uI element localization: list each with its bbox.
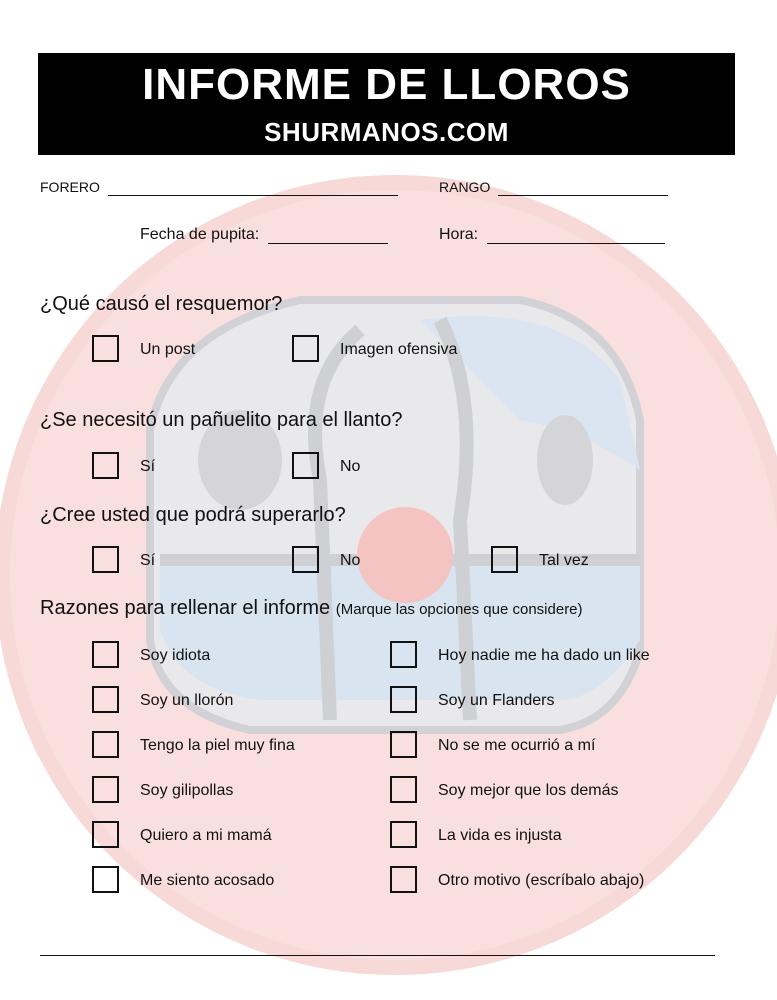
checkbox[interactable] <box>92 686 119 713</box>
site-name: SHURMANOS.COM <box>264 117 509 147</box>
option-label: Un post <box>140 341 196 358</box>
checkbox[interactable] <box>390 776 417 803</box>
option-label: Tengo la piel muy fina <box>140 737 295 754</box>
rango-label: RANGO <box>439 179 491 195</box>
option-label: Hoy nadie me ha dado un like <box>438 647 650 664</box>
checkbox[interactable] <box>390 821 417 848</box>
question-panuelito: ¿Se necesitó un pañuelito para el llanto? <box>40 409 403 431</box>
option-label: Quiero a mi mamá <box>140 827 272 844</box>
checkbox[interactable] <box>92 776 119 803</box>
fecha-label: Fecha de pupita: <box>140 226 260 243</box>
checkbox[interactable] <box>92 866 119 893</box>
option-label: No <box>340 552 361 569</box>
option-label: Soy un Flanders <box>438 692 555 709</box>
rango-input-line[interactable] <box>498 180 668 196</box>
option-label: No se me ocurrió a mí <box>438 737 596 754</box>
checkbox[interactable] <box>92 641 119 668</box>
checkbox[interactable] <box>390 641 417 668</box>
forero-label: FORERO <box>40 179 100 195</box>
fecha-field[interactable] <box>140 226 388 244</box>
checkbox[interactable] <box>491 546 518 573</box>
option-label: Otro motivo (escríbalo abajo) <box>438 872 645 889</box>
write-in-line[interactable] <box>40 955 715 956</box>
checkbox[interactable] <box>390 686 417 713</box>
hora-field[interactable] <box>439 226 665 244</box>
form-title: INFORME DE LLOROS <box>142 60 631 109</box>
checkbox[interactable] <box>92 452 119 479</box>
question-razones-text: Razones para rellenar el informe <box>40 597 331 619</box>
option-label: Soy un llorón <box>140 692 234 709</box>
rango-field[interactable] <box>439 178 668 196</box>
header-banner <box>38 53 735 155</box>
forero-input-line[interactable] <box>108 180 398 196</box>
option-label: Sí <box>140 552 156 569</box>
option-label: Soy gilipollas <box>140 782 234 799</box>
checkbox[interactable] <box>390 731 417 758</box>
question-razones-hint: (Marque las opciones que considere) <box>335 601 583 618</box>
checkbox[interactable] <box>292 546 319 573</box>
option-label: Sí <box>140 458 156 475</box>
checkbox[interactable] <box>390 866 417 893</box>
forero-field[interactable] <box>40 178 398 196</box>
checkbox[interactable] <box>92 821 119 848</box>
checkbox[interactable] <box>292 452 319 479</box>
fecha-input-line[interactable] <box>268 228 388 244</box>
checkbox[interactable] <box>92 546 119 573</box>
question-superarlo: ¿Cree usted que podrá superarlo? <box>40 504 346 526</box>
hora-input-line[interactable] <box>487 228 665 244</box>
question-cause: ¿Qué causó el resquemor? <box>40 293 283 315</box>
option-label: Soy mejor que los demás <box>438 782 619 799</box>
option-label: Imagen ofensiva <box>340 341 458 358</box>
hora-label: Hora: <box>439 226 479 243</box>
checkbox[interactable] <box>292 335 319 362</box>
option-label: Tal vez <box>539 552 589 569</box>
option-label: Me siento acosado <box>140 872 275 889</box>
checkbox[interactable] <box>92 335 119 362</box>
option-label: No <box>340 458 361 475</box>
option-label: La vida es injusta <box>438 827 562 844</box>
question-razones <box>40 596 583 622</box>
option-label: Soy idiota <box>140 647 211 664</box>
checkbox[interactable] <box>92 731 119 758</box>
